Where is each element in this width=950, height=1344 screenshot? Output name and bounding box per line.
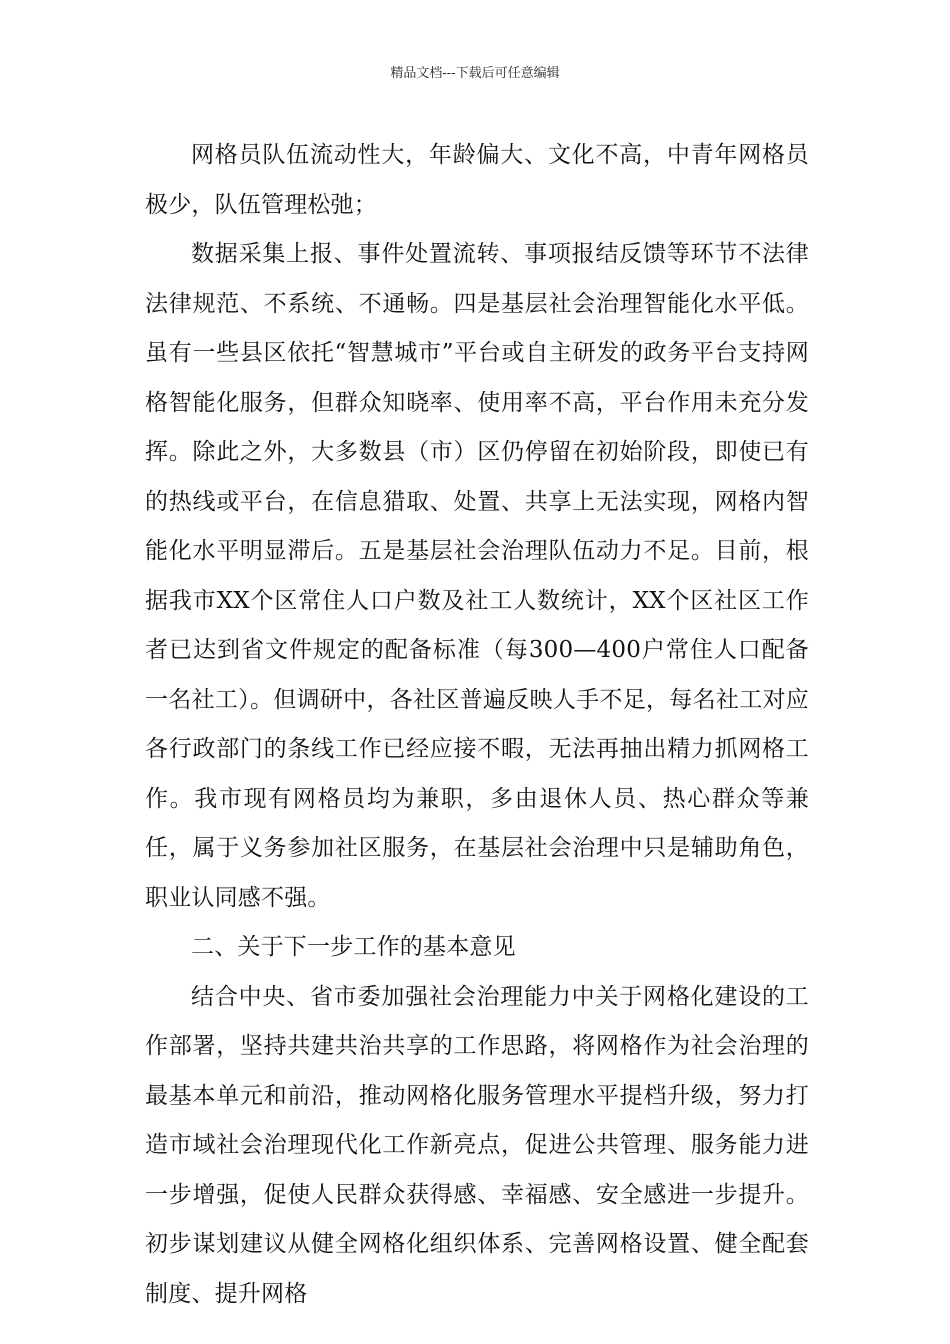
paragraph-2: 数据采集上报、事件处置流转、事项报结反馈等环节不法律法律规范、不系统、不通畅。四是基层社会治理智能化水平低。虽有一些县区依托“智慧城市”平台或自主研发的政务平台支持网格智能化服务，但群众知晓率、使用率不高，平台作用未充分发挥。除此之外，大多数县（市）区仍停留在初始阶段，即使已有的热线或平台，在信息猎取、处置、共享上无法实现，网格内智能化水平明显滞后。五是基层社会治理队伍动力不足。目前，根据我市XX个区常住人口户数及社工人数统计，XX个区社区工作者已达到省文件规定的配备标准（每300—400户常住人口配备一名社工）。但调研中，各社区普遍反映人手不足，每名社工对应各行政部门的条线工作已经应接不暇，无法再抽出精力抓网格工作。我市现有网格员均为兼职，多由退休人员、热心群众等兼任，属于义务参加社区服务，在基层社会治理中只是辅助角色，职业认同感不强。 xyxy=(145,241,809,911)
paragraph-3: 结合中央、省市委加强社会治理能力中关于网格化建设的工作部署，坚持共建共治共享的工作思路，将网格作为社会治理的最基本单元和前沿，推动网格化服务管理水平提档升级，努力打造市域社会治理现代化工作新亮点，促进公共管理、服务能力进一步增强，促使人民群众获得感、幸福感、安全感进一步提升。初步谋划建议从健全网格化组织体系、完善网格设置、健全配套制度、提升网格 xyxy=(145,983,809,1307)
page-header: 精品文档---下载后可任意编辑 xyxy=(390,66,560,81)
document-body xyxy=(145,131,809,1319)
section-heading: 二、关于下一步工作的基本意见 xyxy=(191,934,516,960)
paragraph-1: 网格员队伍流动性大，年龄偏大、文化不高，中青年网格员极少，队伍管理松弛； xyxy=(145,142,809,218)
